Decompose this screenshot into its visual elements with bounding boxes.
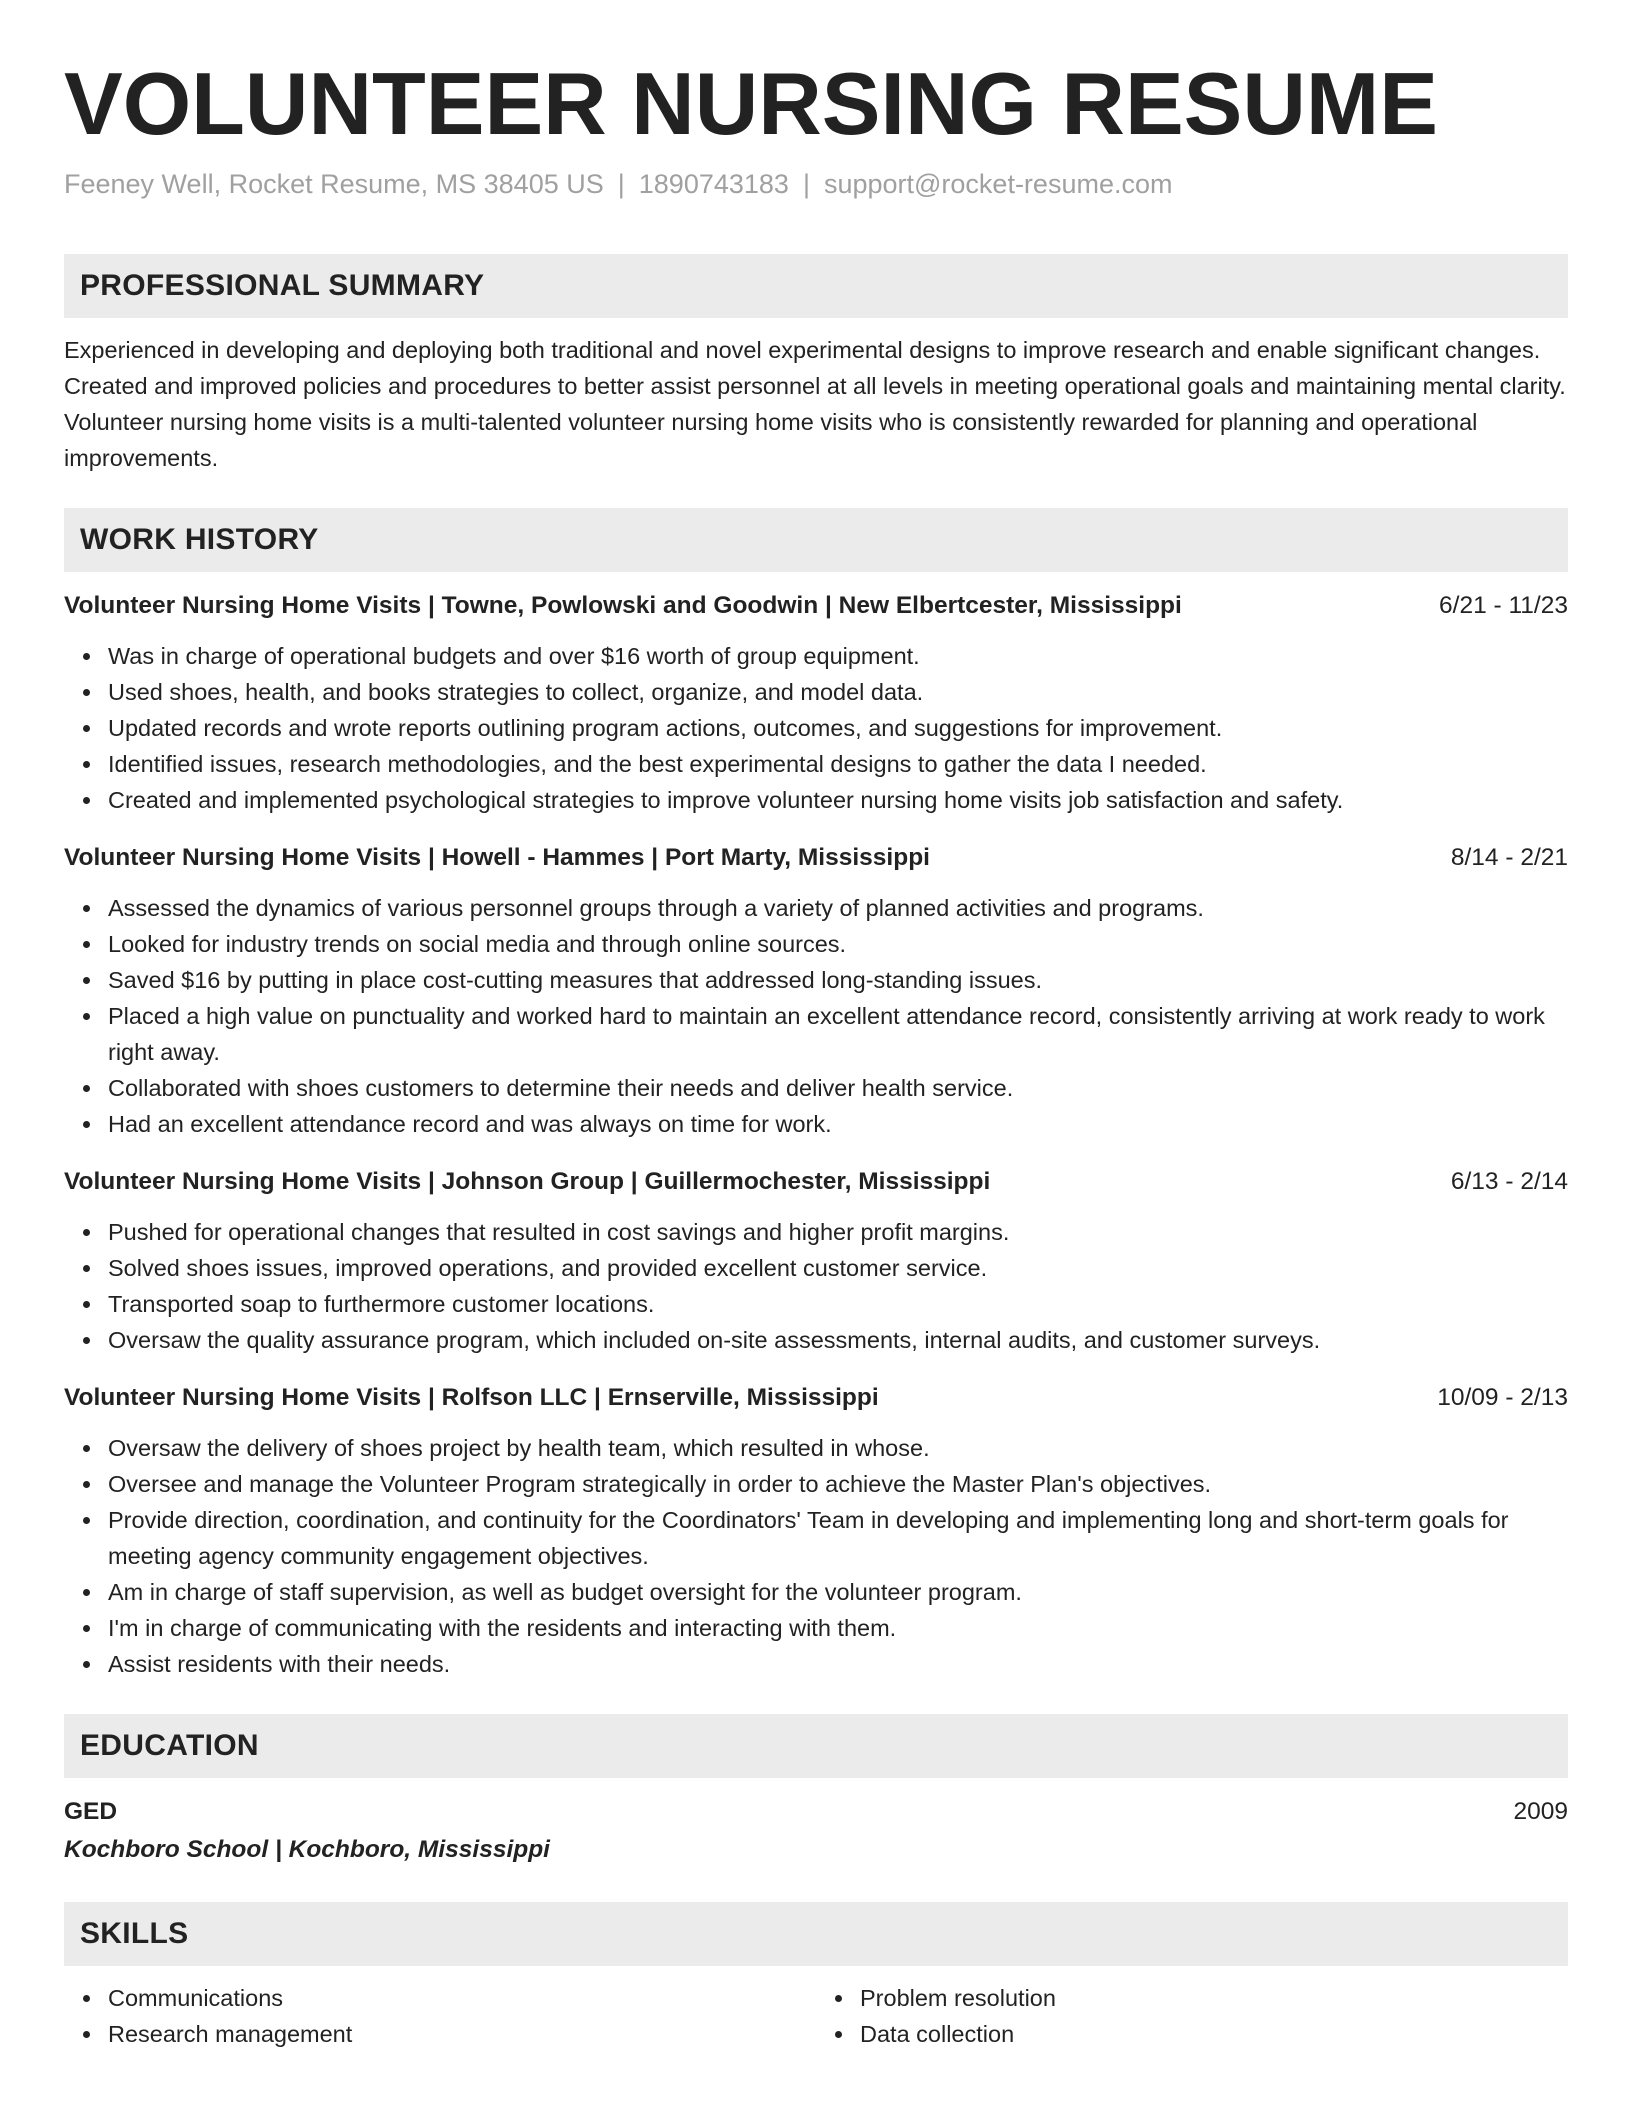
summary-text: Experienced in developing and deploying both traditional and novel experimental designs to improve research and enable significant changes. Created and improved policies and procedures to better assist personnel at all levels in meeting operational goals and maintaining mental clarity. Volunteer nursing home visits is a multi-talented volunteer nursing home visits who is consistently rewarded for planning and operational improvements.	[64, 337, 1566, 471]
list-item: Provide direction, coordination, and continuity for the Coordinators' Team in developing and implementing long and short-term goals for meeting agency community engagement objectives.	[108, 1502, 1568, 1574]
list-item: Oversaw the delivery of shoes project by health team, which resulted in whose.	[108, 1430, 1568, 1466]
list-item: Had an excellent attendance record and was always on time for work.	[108, 1106, 1568, 1142]
contact-separator: |	[802, 169, 810, 199]
job-header	[64, 1164, 1568, 1200]
section-heading: EDUCATION	[80, 1729, 259, 1762]
list-item: Transported soap to furthermore customer locations.	[108, 1286, 1568, 1322]
skill-item: Research management	[108, 2016, 816, 2052]
list-item: Created and implemented psychological strategies to improve volunteer nursing home visits job satisfaction and safety.	[108, 782, 1568, 818]
skill-item: Communications	[108, 1980, 816, 2016]
job-header	[64, 1380, 1568, 1416]
list-item: Assist residents with their needs.	[108, 1646, 1568, 1682]
contact-phone: 1890743183	[638, 169, 789, 199]
section-header-work-history	[64, 508, 1568, 572]
resume-title: VOLUNTEER NURSING RESUME	[64, 54, 1438, 153]
list-item: Collaborated with shoes customers to determine their needs and deliver health service.	[108, 1070, 1568, 1106]
job-date: 6/21 - 11/23	[1439, 592, 1568, 619]
skill-item: Problem resolution	[860, 1980, 1568, 2016]
job-title: Volunteer Nursing Home Visits | Rolfson LLC | Ernserville, Mississippi	[64, 1384, 879, 1411]
list-item: Saved $16 by putting in place cost-cutting measures that addressed long-standing issues.	[108, 962, 1568, 998]
list-item: Was in charge of operational budgets and over $16 worth of group equipment.	[108, 638, 1568, 674]
section-header-education	[64, 1714, 1568, 1778]
list-item: Updated records and wrote reports outlining program actions, outcomes, and suggestions for improvement.	[108, 710, 1568, 746]
job-header	[64, 840, 1568, 876]
skills-column-right	[816, 1980, 1568, 2052]
job-entry	[64, 1380, 1568, 1682]
job-title: Volunteer Nursing Home Visits | Johnson Group | Guillermochester, Mississippi	[64, 1168, 991, 1195]
job-entry	[64, 588, 1568, 818]
job-bullets	[64, 890, 1568, 1142]
job-header	[64, 588, 1568, 624]
skills-column-left	[64, 1980, 816, 2052]
education-degree: GED	[64, 1798, 118, 1825]
job-bullets	[64, 1430, 1568, 1682]
list-item: I'm in charge of communicating with the residents and interacting with them.	[108, 1610, 1568, 1646]
job-title: Volunteer Nursing Home Visits | Towne, Powlowski and Goodwin | New Elbertcester, Mississippi	[64, 592, 1182, 619]
job-date: 8/14 - 2/21	[1450, 844, 1568, 871]
contact-line	[64, 166, 1568, 202]
job-entry	[64, 1164, 1568, 1358]
list-item: Assessed the dynamics of various personnel groups through a variety of planned activities and programs.	[108, 890, 1568, 926]
section-heading: WORK HISTORY	[80, 523, 319, 556]
list-item: Used shoes, health, and books strategies to collect, organize, and model data.	[108, 674, 1568, 710]
education-header	[64, 1794, 1568, 1830]
job-title: Volunteer Nursing Home Visits | Howell - Hammes | Port Marty, Mississippi	[64, 844, 930, 871]
skills-list	[64, 1980, 1568, 2052]
section-header-summary	[64, 254, 1568, 318]
job-bullets	[64, 638, 1568, 818]
list-item: Pushed for operational changes that resulted in cost savings and higher profit margins.	[108, 1214, 1568, 1250]
skill-item: Data collection	[860, 2016, 1568, 2052]
contact-address: Feeney Well, Rocket Resume, MS 38405 US	[64, 169, 604, 199]
list-item: Looked for industry trends on social media and through online sources.	[108, 926, 1568, 962]
section-heading: SKILLS	[80, 1917, 189, 1950]
job-date: 10/09 - 2/13	[1437, 1384, 1568, 1411]
education-year: 2009	[1513, 1798, 1568, 1825]
list-item: Solved shoes issues, improved operations, and provided excellent customer service.	[108, 1250, 1568, 1286]
list-item: Oversaw the quality assurance program, which included on-site assessments, internal audits, and customer surveys.	[108, 1322, 1568, 1358]
job-bullets	[64, 1214, 1568, 1358]
contact-email: support@rocket-resume.com	[823, 169, 1173, 199]
education-school: Kochboro School | Kochboro, Mississippi	[64, 1836, 550, 1863]
list-item: Oversee and manage the Volunteer Program strategically in order to achieve the Master Plan's objectives.	[108, 1466, 1568, 1502]
section-header-skills	[64, 1902, 1568, 1966]
list-item: Identified issues, research methodologies, and the best experimental designs to gather the data I needed.	[108, 746, 1568, 782]
section-heading: PROFESSIONAL SUMMARY	[80, 269, 485, 302]
list-item: Am in charge of staff supervision, as well as budget oversight for the volunteer program.	[108, 1574, 1568, 1610]
list-item: Placed a high value on punctuality and worked hard to maintain an excellent attendance record, consistently arriving at work ready to work right away.	[108, 998, 1568, 1070]
resume-page	[64, 54, 1568, 2052]
job-entry	[64, 840, 1568, 1142]
contact-separator: |	[617, 169, 625, 199]
job-date: 6/13 - 2/14	[1450, 1168, 1568, 1195]
